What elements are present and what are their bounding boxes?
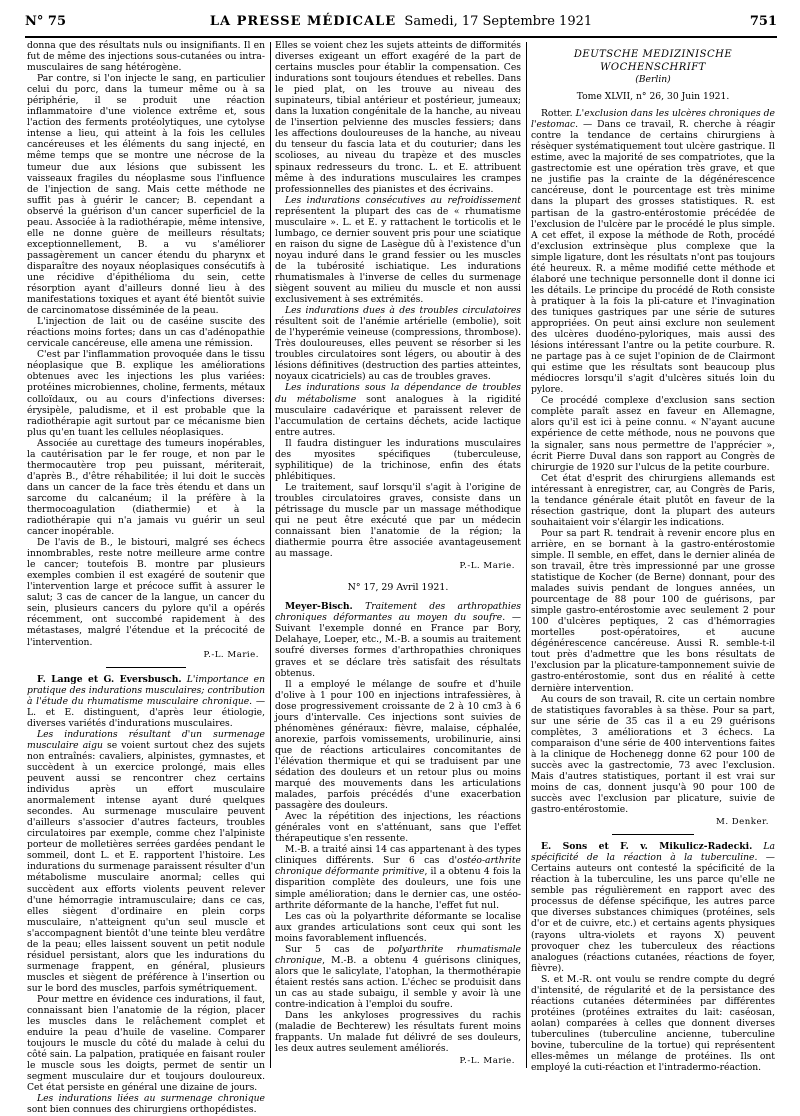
article-title: L'exclusion dans les ulcères chroniques de l'estomac. (531, 108, 775, 131)
article-title: Traitement des arthropathies chroniques déformantes au moyen du soufre. (275, 601, 521, 624)
journal-name: LA PRESSE MÉDICALE (209, 14, 397, 29)
article-authors: Rotter. (541, 108, 573, 120)
paragraph-text: se voient surtout chez des sujets non entraînés: cavaliers, alpinistes, gymnastes, et succèdent à un exercice prolongé, mais elles peuvent aussi se rencontrer chez certains individus après un effort musculaire anormalement intense ayant duré quelques secondes. Au surmenage musculaire peuvent d'ailleurs s'associer d'autres facteurs, troubles circulatoires par exemple, comme chez l'alpiniste porteur de molletières serrées gardées pendant le sommeil, dont L. et E. rapportent l'histoire. Les indurations du surmenage paraissent résulter d'un métabolisme musculaire anormal; celles qui succèdent aux efforts violents peuvent relever d'une hémorragie intramusculaire; dans ce cas, elles siègent d'ordinaire en plein corps musculaire, n'atteignent qu'un seul muscle et s'accompagnent bientôt d'une teinte bleu verdâtre de la peau; elles laissent souvent un petit nodule résiduel persistant, alors que les indurations du surmenage frappent, en général, plusieurs muscles et siègent de préférence à l'insertion ou sur le bord des muscles, parfois symétriquement. (27, 739, 265, 994)
paragraph (27, 1093, 265, 1115)
paragraph (275, 844, 521, 910)
paragraph: Au cours de son travail, R. cite un certain nombre de statistiques favorables à sa thèse. Pour sa part, sur une série de 35 cas il a eu 29 guérisons complètes, 3 améliorations et 3 échecs. La comparaison d'une série de 400 interventions faites à la clinique de Hochenegg donne 62 pour 100 de succès avec la gastrectomie, 73 avec l'exclusion. Mais d'autres statistiques, portant il est vrai sur moins de cas, donnent jusqu'à 90 pour 100 de succès avec l'exclusion par plicature, suivie de gastro-entérostomie. (531, 693, 775, 816)
paragraph: Les cas où la polyarthrite déformante se localise aux grandes articulations sont ceux qui sont les moins favorablement influencés. (275, 910, 521, 944)
column-divider-2 (526, 42, 527, 1068)
article-intro: — Suivant l'exemple donné en France par Bory, Delahaye, Loeper, etc., M.-B. a soumis au traitement soufré diverses formes d'arthropathies chroniques graves et se déclare très satisfait des résultats obtenus. (275, 612, 522, 679)
lead-phrase: Les indurations dues à des troubles circulatoires (285, 305, 521, 317)
paragraph: Par contre, si l'on injecte le sang, en particulier celui du porc, dans la tumeur même ou à sa périphérie, il se produit une réaction inflammatoire d'une violence extrême et, sous l'action des ferments protéolytiques, une cytolyse intense a lieu, qui atteint à la fois les cellules cancéreuses et les éléments du sang injecté, en même temps que se montre une nécrose de la tumeur due aux lésions que subissent les vaisseaux fragiles du néoplasme sous l'influence de l'injection de sang. Mais cette méthode ne suffit pas à guérir le cancer; B. cependant a observé la guérison d'un cancer superficiel de la peau. Associée à la radiothérapie, même intensive, elle ne donne guère de meilleurs résultats; exceptionnellement, B. a vu s'améliorer passagèrement un cancer étendu du pharynx et disparaître des noyaux néoplasiques consécutifs à une récidive d'épithélioma du sein, cette résorption ayant d'ailleurs donné lieu à des manifestations toxiques et ayant été bientôt suivie de carcinomatose disséminée de la peau. (27, 73, 265, 317)
lead-phrase: Les indurations liées au surmenage chronique (37, 1093, 265, 1105)
paragraph-text: sont bien connues des chirurgiens orthopédistes. (27, 1104, 257, 1116)
paragraph-text: , il a obtenu 4 fois la disparition complète des douleurs, une fois une simple amélioration; dans le dernier cas, une ostéo-arthrite déformante de la hanche, l'effet fut nul. (275, 866, 521, 911)
signature: P.-L. Marie. (459, 1056, 515, 1067)
article-title: L'importance en pratique des indurations musculaires; contribution à l'étude du rhumatisme musculaire chronique. (27, 673, 265, 707)
article-intro: — Certains auteurs ont contesté la spécificité de la réaction à la tuberculine, les uns parce qu'elle ne semble pas régulièrement en rapport avec des processus de défense spécifique, les autres parce que diverses substances chimiques (protéines, sels d'or et de cuivre, etc.) et certains agents physiques (rayons ultra-violets et rayons X) peuvent provoquer chez les tuberculeux des réactions analogues (réactions cutanées, réactions de foyer, fièvre). (531, 852, 775, 974)
paragraph: Pour mettre en évidence ces indurations, il faut, connaissant bien l'anatomie de la région, placer les muscles dans le relâchement complet et enduire la peau d'huile de vaseline. Comparer toujours le muscle du côté du malade à celui du côté sain. La palpation, pratiquée en faisant rouler le muscle sous les doigts, permet de sentir un segment musculaire dur et toujours douloureux. Cet état persiste en général une dizaine de jours. (27, 993, 265, 1094)
paragraph: De l'avis de B., le bistouri, malgré ses échecs innombrables, reste notre meilleure arme contre le cancer; toutefois B. montre par plusieurs exemples combien il est exagéré de soutenir que l'intervention large et précoce suffit à assurer le salut; 3 cas de cancer de la langue, un cancer du sein, plusieurs cancers du pylore qu'il a opérés récemment, ont succombé rapidement à des métastases, malgré l'étendue et la précocité de l'intervention. (27, 537, 265, 648)
paragraph: C'est par l'inflammation provoquée dans le tissu néoplasique que B. explique les améliorations obtenues avec les injections les plus variées: protéines microbiennes, choline, ferments, métaux colloïdaux, ou au cours d'infections diverses: érysipèle, paludisme, et il est probable que la radiothérapie agit surtout par ce mécanisme bien plus qu'en tuant les cellules néoplasiques. (27, 349, 265, 438)
journal-section-title: DEUTSCHE MEDIZINISCHE WOCHENSCHRIFT (573, 49, 733, 73)
signature: P.-L. Marie. (203, 649, 259, 660)
article-authors: E. Sons et F. v. Mikulicz-Radecki. (541, 841, 753, 853)
article-authors: Meyer-Bisch. (285, 601, 353, 613)
header-rule (25, 36, 777, 38)
issue-number: N° 75 (25, 14, 66, 29)
separator-rule (612, 834, 695, 835)
paragraph (275, 195, 521, 305)
paragraph: L'injection de lait ou de caséine suscite des réactions moins fortes; dans un cas d'adénopathie cervicale cancéreuse, elle amena une rémission. (27, 316, 265, 350)
paragraph: S. et M.-R. ont voulu se rendre compte du degré d'intensité, de régularité et de la persistance des réactions cutanées déterminées par différentes protéines (protéines extraites du lait: caséosan, aolan) comparées à celles que donnent diverses tuberculines (tuberculine ancienne, tuberculine bovine, tuberculine de la tortue) qui représentent elles-mêmes un mélange de protéines. Ils ont employé la cuti-réaction et l'intradermo-réaction. (531, 973, 775, 1074)
column-2 (275, 40, 521, 1070)
paragraph-text: sont analogues à la rigidité musculaire cadavérique et paraissent relever de l'accumulation de certains déchets, acide lactique entre autres. (275, 393, 521, 438)
paragraph: Il faudra distinguer les indurations musculaires des myosites spécifiques (tuberculeuse, syphilitique) de la trichinose, enfin des états phlébitiques. (275, 437, 521, 482)
article-heading (27, 674, 265, 729)
article-heading (275, 601, 521, 678)
signature: M. Denker. (716, 817, 769, 828)
article-intro: —L. et E. distinguent, d'après leur étiologie, diverses variétés d'indurations musculaires. (27, 695, 265, 729)
lead-phrase: Les indurations sous la dépendance de troubles du métabolisme (275, 382, 521, 405)
page-number: 751 (749, 14, 777, 29)
paragraph (275, 944, 521, 1010)
paragraph: Le traitement, sauf lorsqu'il s'agit à l'origine de troubles circulatoires graves, consiste dans un pétrissage du muscle par un massage méthodique qui ne peut être exécuté que par un médecin connaissant bien l'anatomie de la région; la diathermie pourra être associée avantageusement au massage. (275, 481, 521, 560)
paragraph (27, 729, 265, 994)
article-title: La spécificité de la réaction à la tuberculine. (531, 841, 776, 864)
page-header (25, 14, 777, 34)
paragraph (275, 305, 521, 382)
paragraph-text: résultent soit de l'anémie artérielle (embolie), soit de l'hyperémie veineuse (compressions, thrombose). Très douloureuses, elles peuvent se résorber si les troubles circulatoires sont légers, ou aboutir à des lésions définitives (destruction des parties atteintes, noyaux cicatriciels) au cas de troubles graves. (275, 316, 521, 383)
issue-date: Samedi, 17 Septembre 1921 (404, 14, 593, 29)
issue-subheading: N° 17, 29 Avril 1921. (347, 582, 449, 594)
paragraph: Associée au curettage des tumeurs inopérables, la cautérisation par le fer rouge, et non par le thermocautère trop peu puissant, mériterait, d'après B., d'être réhabilitée; il lui doit le succès dans un cancer de la face très étendu et dans un sarcome du calcanéum; il la préfère à la thermocoagulation (diathermie) et à la radiothérapie qui n'a jamais vu guérir un seul cancer inopérable. (27, 437, 265, 538)
paragraph: Cet état d'esprit des chirurgiens allemands est intéressant à enregistrer, car, au Congrès de Paris, la tendance générale était plutôt en faveur de la résection gastrique, dont la plupart des auteurs souhaitaient voir s'élargir les indications. (531, 472, 775, 528)
paragraph: Avec la répétition des injections, les réactions générales vont en s'atténuant, sans que l'effet thérapeutique s'en ressente. (275, 811, 521, 845)
article-heading (531, 841, 775, 974)
lead-phrase: Les indurations consécutives au refroidissement (285, 194, 521, 206)
paragraph: Pour sa part R. tendrait à revenir encore plus en arrière, en se bornant à la gastro-entérostomie simple. Il semble, en effet, dans le dernier alinéa de son travail, être très impressionné par une grosse statistique de Kocher (de Berne) donnant, pour des malades suivis pendant de longues années, un pourcentage de 88 pour 100 de guérisons, par simple gastro-entérostomie avec seulement 2 pour 100 d'ulcères peptiques, 2 cas d'hémorragies mortelles post-opératoires, et aucune dégénérescence cancéreuse. Aussi R. semble-t-il tout près d'admettre que les bons résultats de l'exclusion par la plicature-tamponnement suivie de gastro-entérostomie, sont dus en réalité à cette dernière intervention. (531, 527, 775, 694)
italic-phrase: polyarthrite rhumatismale chronique (275, 943, 521, 966)
column-divider-1 (270, 42, 271, 1068)
article-heading (531, 108, 775, 395)
paragraph: donna que des résultats nuls ou insignifiants. Il en fut de même des injections sous-cutanées ou intra-musculaires de sang hétérogène. (27, 40, 265, 74)
paragraph (275, 382, 521, 437)
journal-issue: Tome XLVII, n° 26, 30 Juin 1921. (576, 91, 730, 103)
article-intro: — Dans ce travail, R. cherche à réagir contre la tendance de certains chirurgiens à résèquer systématiquement tout ulcère gastrique. Il estime, avec la majorité de ses compatriotes, que la gastrectomie est une opération très grave, et que ne justifie pas la crainte de la dégénérescence cancéreuse, dont le pourcentage est très minime dans la plupart des grosses statistiques. R. est partisan de la gastro-entérostomie précédée de l'exclusion de l'ulcère par le procédé le plus simple. A cet effet, il expose la méthode de Roth, procédé d'exclusion extrinsèque plus complexe que la simple ligature, dont les résultats n'ont pas toujours été heureux. R. a même modifié cette méthode et élaboré une technique personnelle dont il donne ici les détails. Le principe du procédé de Roth consiste à pratiquer à la fois la pli-cature et l'invagination des tuniques gastriques par une série de sutures appropriées. On peut ainsi exclure non seulement des ulcères duodéno-pyloriques, mais aussi des lésions intéressant l'antre ou la petite courbure. R. ne partage pas à ce sujet l'opinion de de Clairmont qui estime que les résultats sont beaucoup plus médiocres lorsqu'il s'agit d'ulcères situés loin du pylore. (531, 119, 775, 396)
paragraph: Elles se voient chez les sujets atteints de difformités diverses exigeant un effort exagéré de la part de certains muscles pour établir la compensation. Ces indurations sont toujours étendues et rebelles. Dans le pied plat, on les trouve au niveau des supinateurs, tibial antérieur et postérieur, jumeaux; dans la luxation congénitale de la hanche, au niveau de l'insertion pelvienne des muscles fessiers; dans les affections douloureuses de la hanche, au niveau du tenseur du fascia lata et du couturier; dans les scolioses, au niveau du trapèze et des muscles spinaux redresseurs du tronc. L. et E. attribuent même à des indurations musculaires les crampes professionnelles des pianistes et des écrivains. (275, 40, 521, 195)
italic-phrase: ostéo-arthrite chronique déformante primitive (275, 855, 521, 878)
separator-rule (106, 667, 187, 668)
column-3 (531, 40, 776, 1074)
article-authors: F. Lange et G. Eversbusch. (37, 673, 182, 685)
paragraph-text: M.-B. a traité ainsi 14 cas appartenant à des types cliniques différents. Sur 6 cas d' (275, 844, 521, 867)
running-title (25, 14, 777, 29)
paragraph-text: , M.-B. a obtenu 4 guérisons cliniques, alors que le salicylate, l'atophan, la thermothérapie étaient restés sans action. L'échec se produisit dans un cas au stade subaigu, il semble y avoir là une contre-indication à l'emploi du soufre. (275, 954, 521, 1010)
lead-phrase: Les indurations résultant d'un surmenage musculaire aigu (27, 728, 265, 751)
paragraph-text: représentent la plupart des cas de « rhumatisme musculaire ». L. et E. y rattachent le torticolis et le lumbago, ce dernier souvent pris pour une sciatique en raison du signe de Lasègue dû à l'existence d'un noyau induré dans le grand fessier ou les muscles de la tubérosité ischiatique. Les indurations rhumatismales à l'inverse de celles du surmenage siègent souvent au milieu du muscle et non aussi exclusivement à ses extrémités. (275, 205, 521, 306)
column-1 (27, 40, 265, 1116)
paragraph: Dans les ankyloses progressives du rachis (maladie de Bechterew) les résultats furent moins frappants. Un malade fut délivré de ses douleurs, les deux autres seulement améliorés. (275, 1010, 521, 1055)
journal-city: (Berlin) (635, 74, 671, 85)
signature: P.-L. Marie. (459, 561, 515, 572)
paragraph: Il a employé le mélange de soufre et d'huile d'olive à 1 pour 100 en injections intrafessières, à dose progressivement croissante de 2 à 10 cm3 à 6 jours d'intervalle. Ces injections sont suivies de phénomènes généraux: fièvre, malaise, céphalée, anorexie, parfois vomissements, urobilinurie, ainsi que de réactions articulaires concomitantes de l'élévation thermique et qui se traduisent par une sédation des douleurs et un retour plus ou moins marqué des mouvements dans les articulations malades, parfois précédés d'une exacerbation passagère des douleurs. (275, 678, 521, 812)
paragraph: Ce procédé complexe d'exclusion sans section complète paraît assez en faveur en Allemagne, alors qu'il est ici à peine connu. « N'ayant aucune expérience de cette méthode, nous ne pouvons que la signaler, sans nous permettre de l'apprécier », écrit Pierre Duval dans son rapport au Congrès de chirurgie de 1920 sur l'ulcus de la petite courbure. (531, 395, 775, 473)
paragraph-text: Sur 5 cas de (285, 943, 388, 955)
